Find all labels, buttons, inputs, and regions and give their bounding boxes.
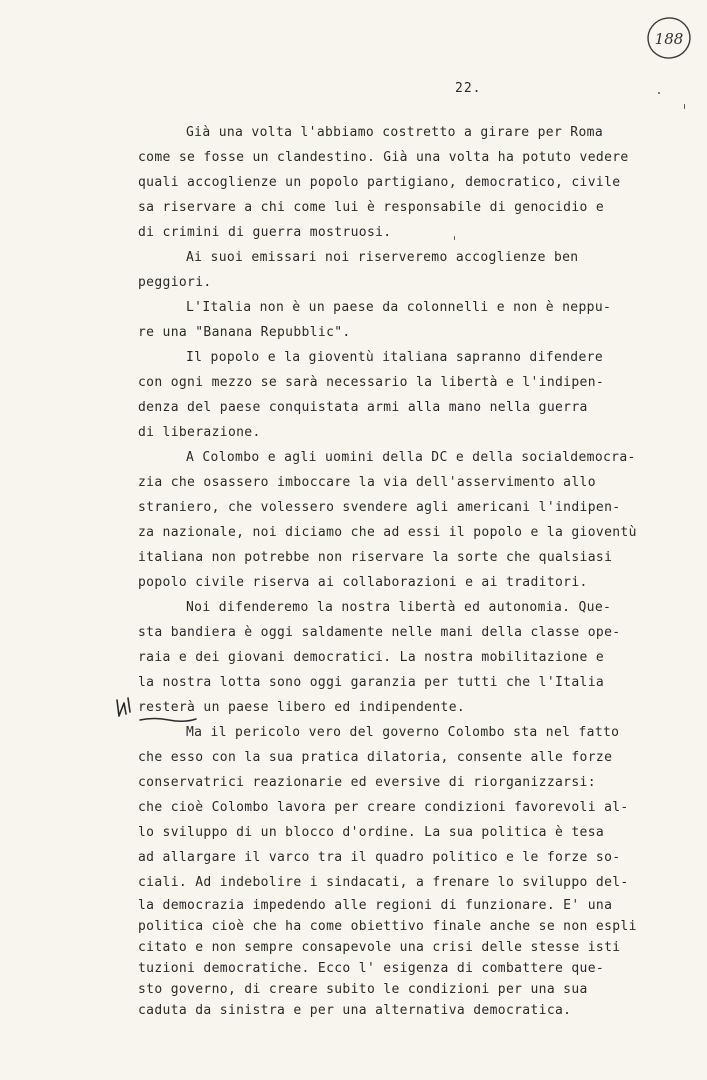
text-line: Il popolo e la gioventù italiana sapranno difendere — [186, 350, 604, 365]
text-line: conservatrici reazionarie ed eversive di riorganizzarsi: — [138, 775, 596, 790]
text-line: denza del paese conquistata armi alla mano nella guerra — [138, 400, 588, 415]
text-line: straniero, che volessero svendere agli americani l'indipen- — [138, 500, 621, 515]
handwritten-underline — [139, 708, 197, 716]
text-line: tuzioni democratiche. Ecco l' esigenza di combattere que- — [138, 961, 605, 976]
margin-mark-drawing — [113, 694, 135, 720]
text-line: Ma il pericolo vero del governo Colombo sta nel fatto — [186, 725, 620, 740]
text-line: raia e dei giovani democratici. La nostra mobilitazione e — [138, 650, 605, 665]
text-line: che esso con la sua pratica dilatoria, consente alle forze — [138, 750, 613, 765]
text-line: Già una volta l'abbiamo costretto a girare per Roma — [186, 125, 604, 140]
page-number: 22. — [455, 81, 482, 96]
text-line: italiana non potrebbe non riservare la sorte che qualsiasi — [138, 550, 613, 565]
text-line: come se fosse un clandestino. Già una volta ha potuto vedere — [138, 150, 629, 165]
text-line: re una "Banana Repubblic". — [138, 325, 351, 340]
handwritten-margin-mark — [113, 694, 135, 720]
paper-speck — [684, 104, 685, 109]
text-line: sta bandiera è oggi saldamente nelle mani della classe ope- — [138, 625, 621, 640]
text-line: la democrazia impedendo alle regioni di funzionare. E' una — [138, 898, 613, 913]
text-line: caduta da sinistra e per una alternativa democratica. — [138, 1003, 572, 1018]
text-line: sto governo, di creare subito le condizioni per una sua — [138, 982, 588, 997]
text-line: Ai suoi emissari noi riserveremo accoglienze ben — [186, 250, 579, 265]
text-line: con ogni mezzo se sarà necessario la libertà e l'indipen- — [138, 375, 605, 390]
text-line: che cioè Colombo lavora per creare condizioni favorevoli al- — [138, 800, 629, 815]
text-line: A Colombo e agli uomini della DC e della socialdemocra- — [186, 450, 636, 465]
text-line: resterà un paese libero ed indipendente. — [138, 700, 466, 715]
text-line: quali accoglienze un popolo partigiano, democratico, civile — [138, 175, 621, 190]
underline-drawing — [139, 715, 197, 723]
text-line: di crimini di guerra mostruosi. — [138, 225, 392, 240]
text-line: Noi difenderemo la nostra libertà ed autonomia. Que- — [186, 600, 612, 615]
text-line: popolo civile riserva ai collaborazioni e ai traditori. — [138, 575, 588, 590]
archive-stamp-drawing — [645, 14, 693, 62]
text-line: politica cioè che ha come obiettivo finale anche se non espli — [138, 919, 637, 934]
text-line: peggiori. — [138, 275, 212, 290]
paper-speck — [454, 236, 455, 240]
text-line: di liberazione. — [138, 425, 261, 440]
body-text — [138, 120, 658, 1021]
text-line: ad allargare il varco tra il quadro politico e le forze so- — [138, 850, 621, 865]
text-line: L'Italia non è un paese da colonnelli e non è neppu- — [186, 300, 612, 315]
text-line: lo sviluppo di un blocco d'ordine. La sua politica è tesa — [138, 825, 605, 840]
archive-stamp — [645, 14, 693, 62]
archive-stamp-number: 188 — [654, 30, 684, 48]
text-line: la nostra lotta sono oggi garanzia per tutti che l'Italia — [138, 675, 605, 690]
paper-speck — [658, 92, 660, 94]
text-line: sa riservare a chi come lui è responsabile di genocidio e — [138, 200, 605, 215]
text-line: zia che osassero imboccare la via dell'asservimento allo — [138, 475, 596, 490]
text-line: ciali. Ad indebolire i sindacati, a frenare lo sviluppo del- — [138, 875, 629, 890]
text-line: citato e non sempre consapevole una crisi delle stesse isti — [138, 940, 621, 955]
text-line: za nazionale, noi diciamo che ad essi il popolo e la gioventù — [138, 525, 637, 540]
